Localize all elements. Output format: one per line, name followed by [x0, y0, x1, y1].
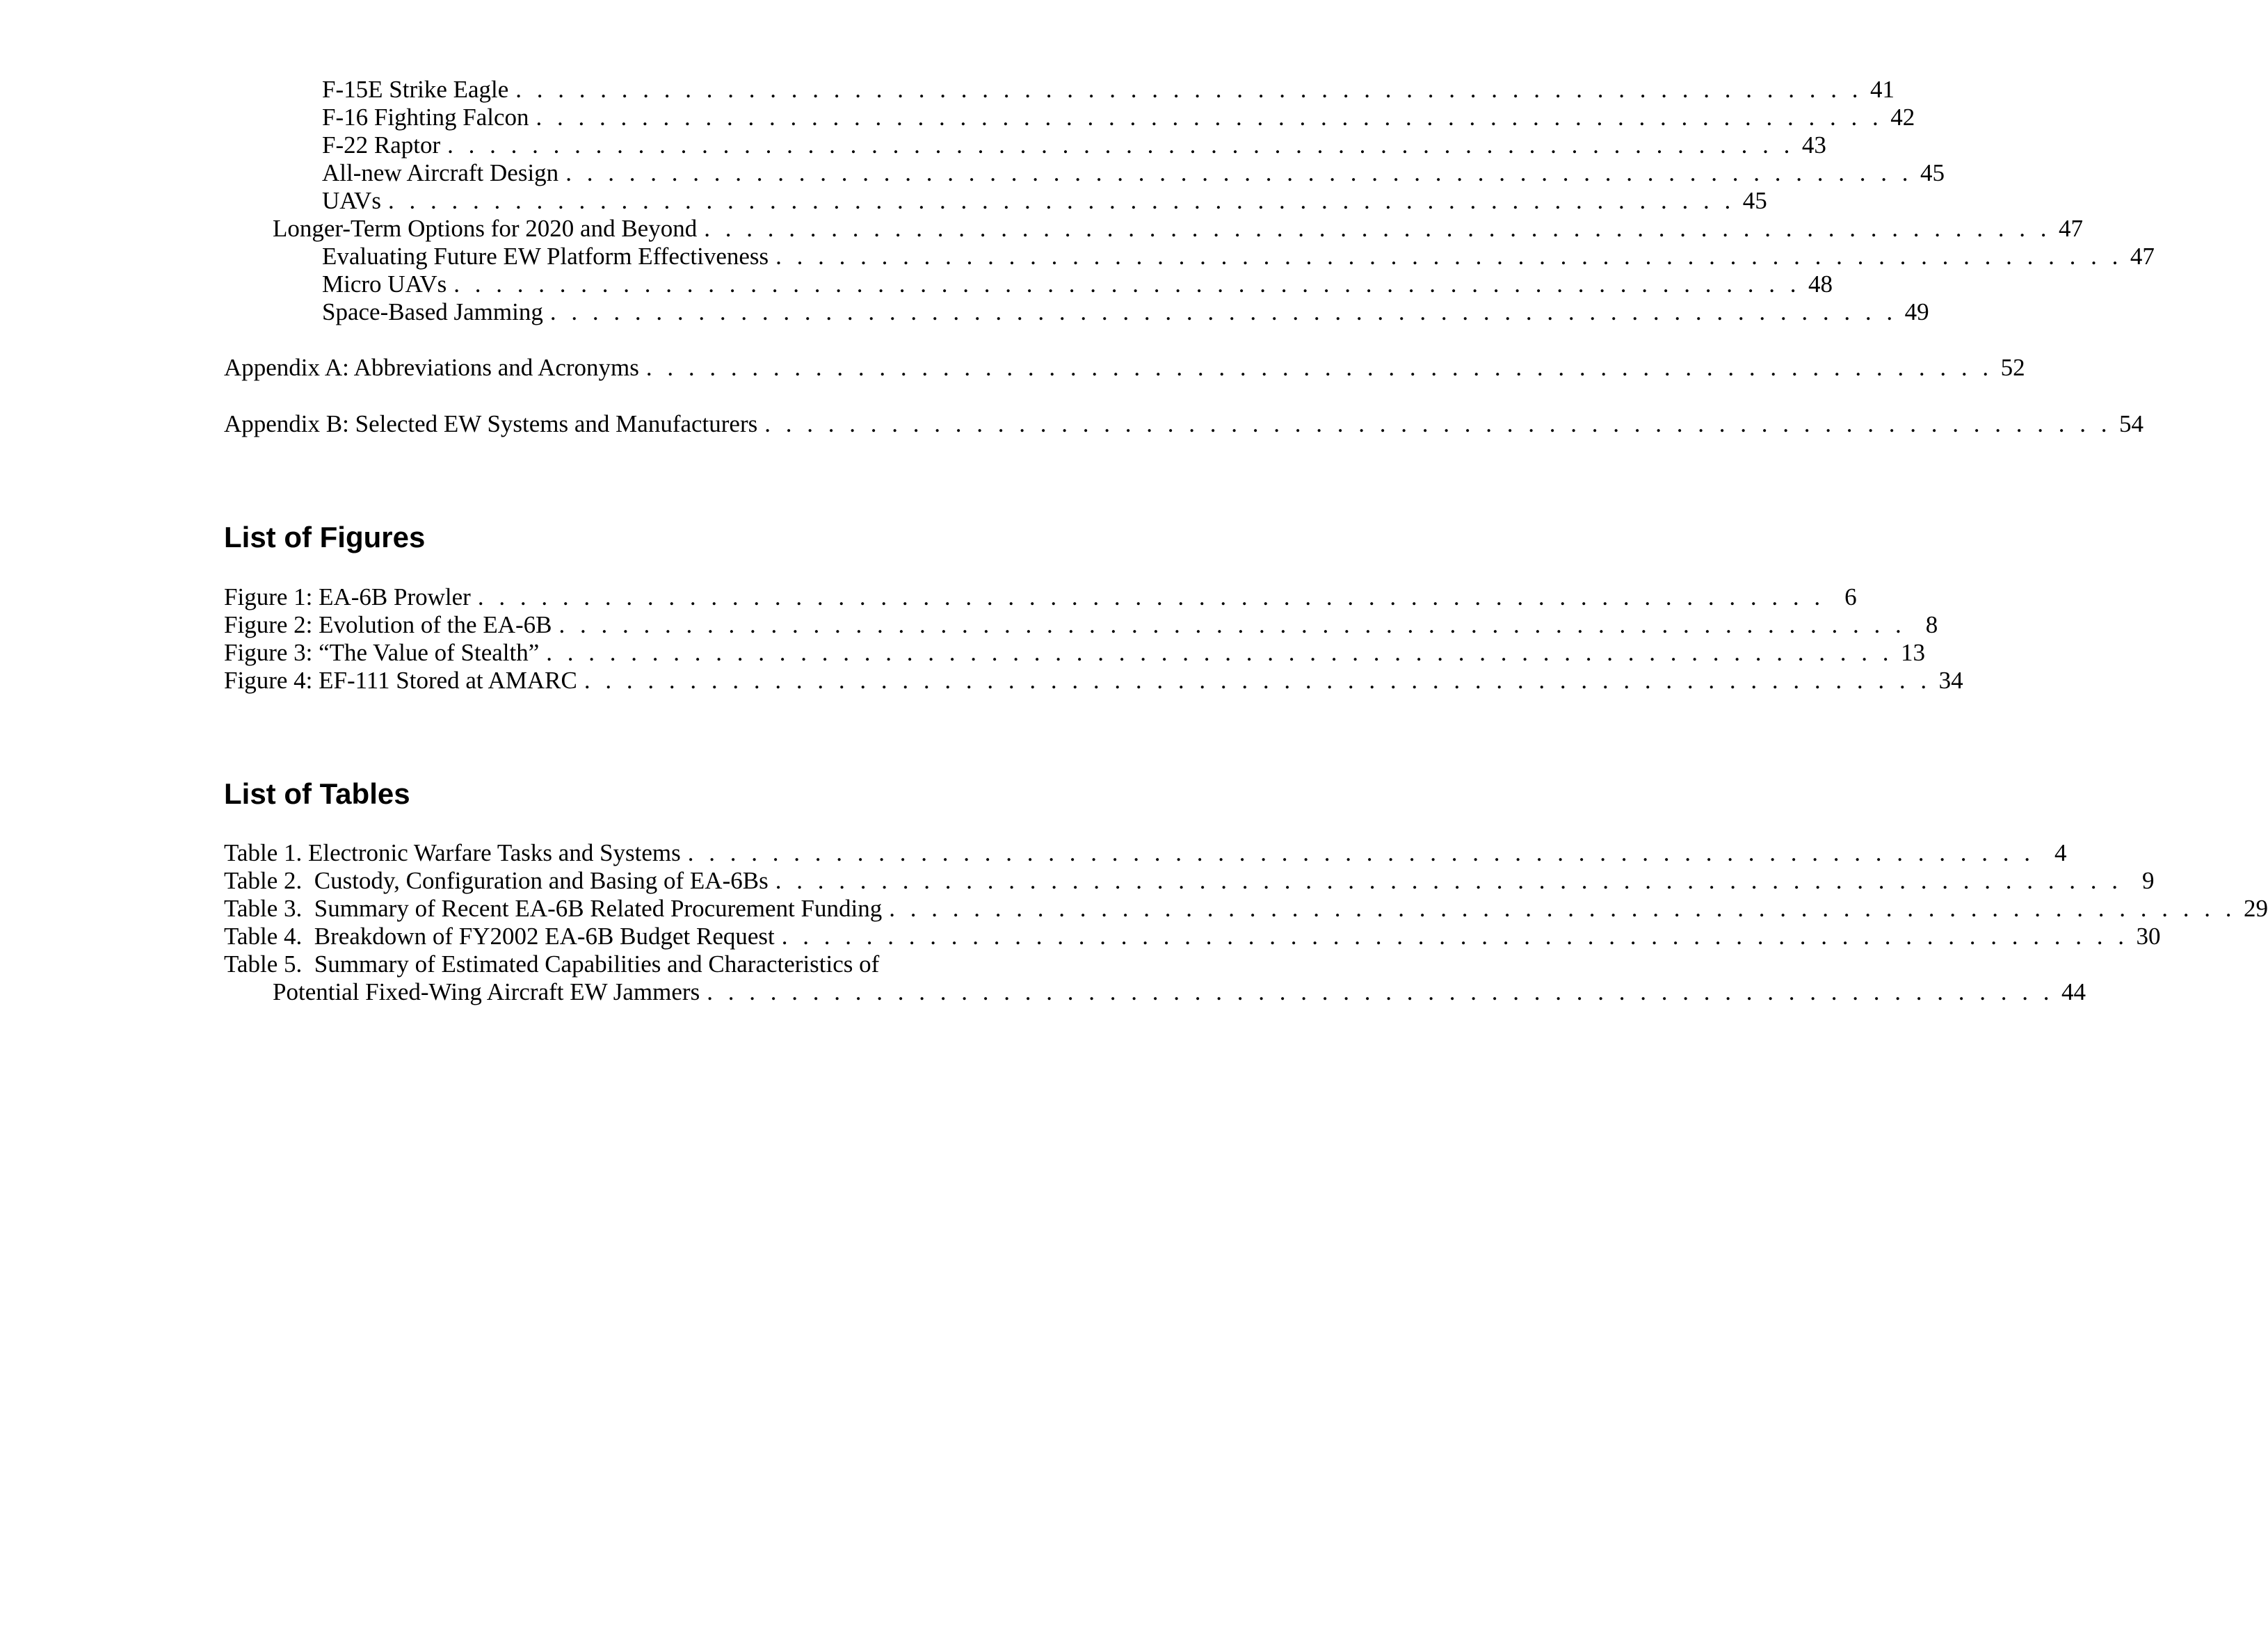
toc-entry-page: 43 — [1801, 131, 1826, 159]
toc-entry-label: Evaluating Future EW Platform Effectiveness — [322, 243, 769, 270]
toc-entry-label: Space-Based Jamming — [322, 298, 543, 325]
toc-entry — [322, 76, 1895, 104]
table-entry-label: Table 4. Breakdown of FY2002 EA-6B Budget Request — [224, 923, 775, 950]
toc-entry-label: Appendix B: Selected EW Systems and Manufacturers — [224, 410, 758, 437]
toc-entry — [224, 354, 2025, 382]
toc-entry — [322, 131, 1826, 159]
table-entry-label: Table 3. Summary of Recent EA-6B Related Procurement Funding — [224, 895, 883, 922]
toc-entry — [322, 270, 1833, 298]
toc-entry-page: 47 — [2130, 243, 2155, 270]
dot-leader: . . . . . . . . . . . . . . . . . . . . . . . . . . . . . . . . . . . . . . . . . . . . . . . . . . . . . . . . . . . . . . . . — [645, 354, 1993, 381]
figure-entry — [224, 639, 1926, 667]
table-entry — [224, 839, 2067, 867]
toc-entry-page: 41 — [1870, 76, 1895, 103]
figure-entry-page: 34 — [1938, 667, 1963, 694]
dot-leader: . . . . . . . . . . . . . . . . . . . . . . . . . . . . . . . . . . . . . . . . . . . . . . . . . . . . . . . . . . . . . . . . — [453, 270, 1801, 298]
toc-entry — [322, 104, 1915, 131]
toc-entry-label: UAVs — [322, 187, 381, 214]
toc-entry — [322, 243, 2155, 270]
toc-entry-page: 45 — [1920, 159, 1945, 186]
figure-entry — [224, 611, 1938, 639]
toc-entry-page: 42 — [1890, 104, 1915, 131]
table-entry-page: 29 — [2243, 895, 2268, 922]
toc-entry-label: F-15E Strike Eagle — [322, 76, 509, 103]
toc-entry — [224, 410, 2144, 438]
dot-leader: . . . . . . . . . . . . . . . . . . . . . . . . . . . . . . . . . . . . . . . . . . . . . . . . . . . . . . . . . . . . . . . . — [764, 410, 2112, 437]
dot-leader: . . . . . . . . . . . . . . . . . . . . . . . . . . . . . . . . . . . . . . . . . . . . . . . . . . . . . . . . . . . . . . . . — [515, 76, 1863, 103]
dot-leader: . . . . . . . . . . . . . . . . . . . . . . . . . . . . . . . . . . . . . . . . . . . . . . . . . . . . . . . . . . . . . . . . — [775, 867, 2123, 894]
toc-entry — [322, 187, 1767, 215]
table-entry — [273, 978, 2086, 1006]
dot-leader: . . . . . . . . . . . . . . . . . . . . . . . . . . . . . . . . . . . . . . . . . . . . . . . . . . . . . . . . . . . . . . . . — [687, 839, 2035, 866]
figure-entry-page: 13 — [1901, 639, 1926, 666]
dot-leader: . . . . . . . . . . . . . . . . . . . . . . . . . . . . . . . . . . . . . . . . . . . . . . . . . . . . . . . . . . . . . . . . — [565, 159, 1913, 186]
dot-leader: . . . . . . . . . . . . . . . . . . . . . . . . . . . . . . . . . . . . . . . . . . . . . . . . . . . . . . . . . . . . . . . . — [387, 187, 1735, 214]
figure-entry — [224, 583, 1857, 611]
dot-leader: . . . . . . . . . . . . . . . . . . . . . . . . . . . . . . . . . . . . . . . . . . . . . . . . . . . . . . . . . . . . . . . . — [775, 243, 2123, 270]
table-entry — [224, 923, 2161, 950]
figure-entry-label: Figure 1: EA-6B Prowler — [224, 583, 471, 610]
dot-leader: . . . . . . . . . . . . . . . . . . . . . . . . . . . . . . . . . . . . . . . . . . . . . . . . . . . . . . . . . . . . . . . . — [536, 104, 1883, 131]
dot-leader: . . . . . . . . . . . . . . . . . . . . . . . . . . . . . . . . . . . . . . . . . . . . . . . . . . . . . . . . . . . . . . . . — [584, 667, 1931, 694]
figure-entry-page: 6 — [1844, 583, 1857, 610]
figure-entry-label: Figure 4: EF-111 Stored at AMARC — [224, 667, 577, 694]
toc-entry — [322, 298, 1929, 326]
toc-entry-page: 54 — [2118, 410, 2144, 437]
dot-leader: . . . . . . . . . . . . . . . . . . . . . . . . . . . . . . . . . . . . . . . . . . . . . . . . . . . . . . . . . . . . . . . . — [781, 923, 2129, 950]
dot-leader: . . . . . . . . . . . . . . . . . . . . . . . . . . . . . . . . . . . . . . . . . . . . . . . . . . . . . . . . . . . . . . . . — [546, 639, 1894, 666]
toc-entry-page: 48 — [1808, 270, 1833, 298]
toc-entry-label: Appendix A: Abbreviations and Acronyms — [224, 354, 639, 381]
table-entry — [224, 895, 2268, 923]
toc-entry — [273, 215, 2083, 243]
dot-leader: . . . . . . . . . . . . . . . . . . . . . . . . . . . . . . . . . . . . . . . . . . . . . . . . . . . . . . . . . . . . . . . . — [889, 895, 2236, 922]
dot-leader: . . . . . . . . . . . . . . . . . . . . . . . . . . . . . . . . . . . . . . . . . . . . . . . . . . . . . . . . . . . . . . . . — [477, 583, 1825, 610]
toc-entry-label: F-22 Raptor — [322, 131, 441, 159]
toc-entry-page: 45 — [1742, 187, 1767, 214]
figure-entry-page: 8 — [1925, 611, 1938, 638]
toc-entry-label: Longer-Term Options for 2020 and Beyond — [273, 215, 698, 242]
table-entry-label: Table 2. Custody, Configuration and Basing of EA-6Bs — [224, 867, 769, 894]
table-entry-first-line: Table 5. Summary of Estimated Capabilities and Characteristics of — [224, 950, 880, 978]
dot-leader: . . . . . . . . . . . . . . . . . . . . . . . . . . . . . . . . . . . . . . . . . . . . . . . . . . . . . . . . . . . . . . . . — [707, 978, 2054, 1005]
toc-entry-page: 52 — [2000, 354, 2025, 381]
dot-leader: . . . . . . . . . . . . . . . . . . . . . . . . . . . . . . . . . . . . . . . . . . . . . . . . . . . . . . . . . . . . . . . . — [558, 611, 1906, 638]
figure-entry-label: Figure 2: Evolution of the EA-6B — [224, 611, 552, 638]
dot-leader: . . . . . . . . . . . . . . . . . . . . . . . . . . . . . . . . . . . . . . . . . . . . . . . . . . . . . . . . . . . . . . . . — [704, 215, 2051, 242]
table-entry-page: 4 — [2054, 839, 2067, 866]
table-entry-label: Potential Fixed-Wing Aircraft EW Jammers — [273, 978, 700, 1005]
toc-entry-page: 47 — [2058, 215, 2083, 242]
table-entry-page: 30 — [2136, 923, 2161, 950]
dot-leader: . . . . . . . . . . . . . . . . . . . . . . . . . . . . . . . . . . . . . . . . . . . . . . . . . . . . . . . . . . . . . . . . — [549, 298, 1897, 325]
dot-leader: . . . . . . . . . . . . . . . . . . . . . . . . . . . . . . . . . . . . . . . . . . . . . . . . . . . . . . . . . . . . . . . . — [447, 131, 1794, 159]
figure-entry — [224, 667, 1963, 695]
list-of-figures-heading: List of Figures — [224, 521, 426, 553]
toc-entry-label: F-16 Fighting Falcon — [322, 104, 529, 131]
toc-entry-page: 49 — [1904, 298, 1929, 325]
table-entry — [224, 867, 2155, 895]
table-entry-label: Table 1. Electronic Warfare Tasks and Systems — [224, 839, 681, 866]
toc-entry-label: Micro UAVs — [322, 270, 447, 298]
list-of-tables-heading: List of Tables — [224, 777, 410, 810]
figure-entry-label: Figure 3: “The Value of Stealth” — [224, 639, 540, 666]
table-entry-page: 44 — [2061, 978, 2086, 1005]
toc-entry-label: All-new Aircraft Design — [322, 159, 559, 186]
toc-entry — [322, 159, 1945, 187]
table-entry-page: 9 — [2141, 867, 2155, 894]
